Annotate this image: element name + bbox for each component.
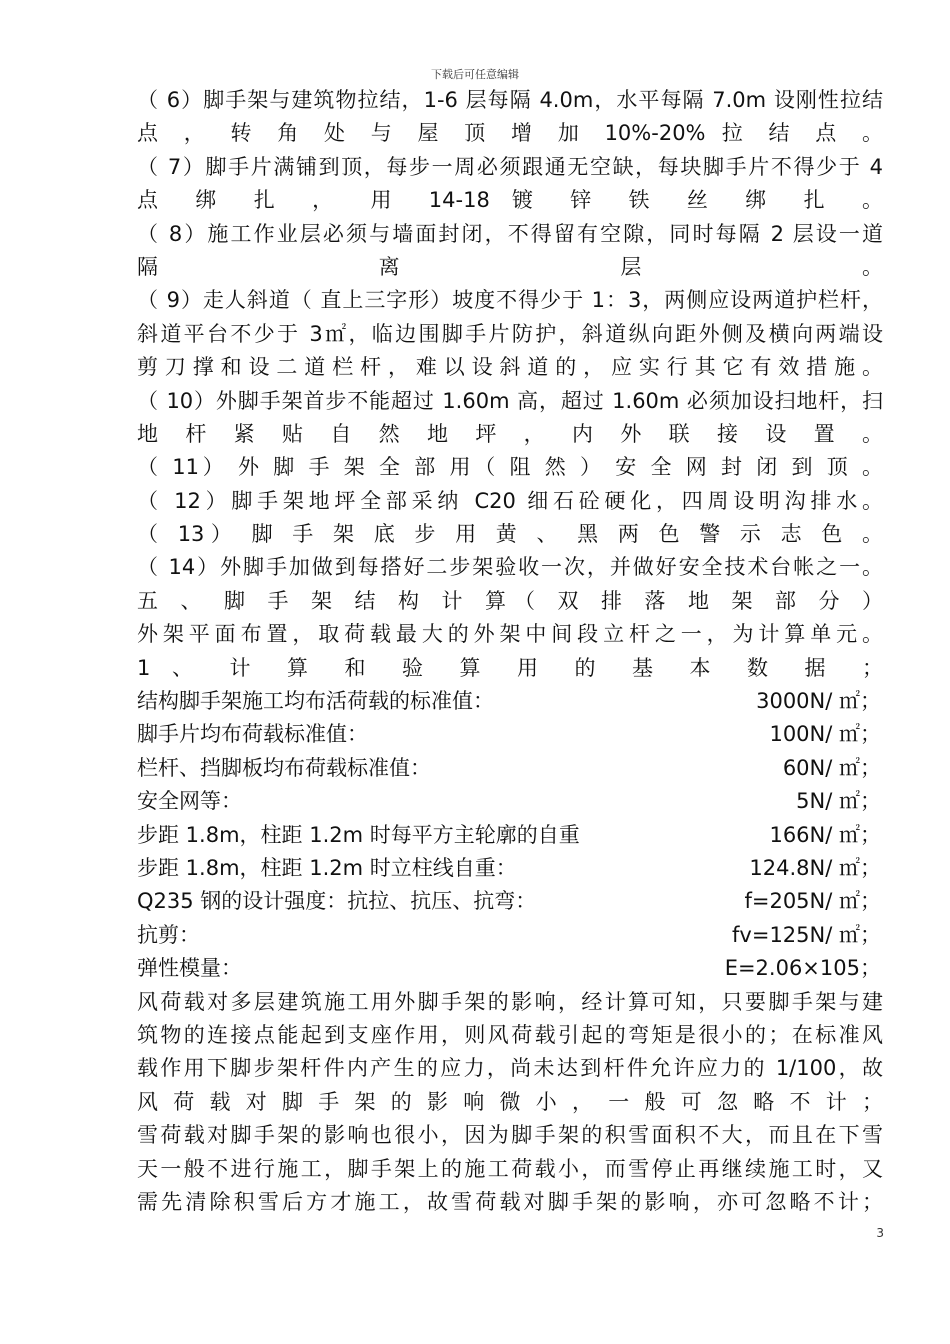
- param-row: [137, 752, 883, 785]
- text-line: （ 11） 外 脚 手 架 全 部 用（ 阻 然 ） 安 全 网 封 闭 到 顶 。: [137, 455, 883, 480]
- text-line: （ 6）脚手架与建筑物拉结，1-6 层每隔 4.0m，水平每隔 7.0m 设刚性拉结: [137, 88, 883, 112]
- param-value: 60N/ ㎡；: [782, 755, 881, 780]
- document-body: [137, 84, 883, 1219]
- param-label: 步距 1.8m，柱距 1.2m 时每平方主轮廓的自重: [137, 822, 580, 847]
- param-label: 抗剪：: [137, 922, 200, 947]
- text-line: （ 12）脚手架地坪全部采纳 C20 细石砼硬化，四周设明沟排水。: [137, 488, 883, 513]
- param-label: 结构脚手架施工均布活荷载的标准值：: [137, 689, 494, 714]
- param-value: fv=125N/ ㎡；: [732, 922, 881, 947]
- param-value: 100N/ ㎡；: [769, 722, 881, 747]
- text-line: 筑物的连接点能起到支座作用，则风荷载引起的弯矩是很小的；在标准风: [137, 1022, 883, 1047]
- text-line: 隔 离 层 。: [137, 254, 883, 279]
- param-label: 脚手片均布荷载标准值：: [137, 722, 368, 747]
- subsection-heading: 1 、 计 算 和 验 算 用 的 基 本 数 据 ；: [137, 655, 883, 680]
- text-line: （ 7）脚手片满铺到顶，每步一周必须跟通无空缺，每块脚手片不得少于 4: [137, 154, 883, 179]
- param-value: E=2.06×105；: [724, 956, 881, 981]
- header-note: 下载后可任意编辑: [431, 68, 519, 81]
- param-row: [137, 952, 883, 985]
- param-row: [137, 852, 883, 885]
- param-row: [137, 919, 883, 952]
- param-label: 步距 1.8m，柱距 1.2m 时立柱线自重：: [137, 855, 517, 880]
- text-line: （ 13） 脚 手 架 底 步 用 黄 、 黑 两 色 警 示 志 色 。: [137, 522, 883, 547]
- text-line: 风荷载对多层建筑施工用外脚手架的影响，经计算可知，只要脚手架与建: [137, 989, 883, 1014]
- param-label: 弹性模量：: [137, 956, 242, 981]
- text-line: （ 9）走人斜道（ 直上三字形）坡度不得少于 1：3，两侧应设两道护栏杆，: [137, 288, 883, 313]
- text-line: （ 14）外脚手加做到每搭好二步架验收一次，并做好安全技术台帐之一。: [137, 555, 883, 580]
- text-line: 地 杆 紧 贴 自 然 地 坪 ， 内 外 联 接 设 置 。: [137, 421, 883, 446]
- text-line: 需先清除积雪后方才施工，故雪荷载对脚手架的影响，亦可忽略不计；: [137, 1189, 883, 1214]
- text-line: 雪荷载对脚手架的影响也很小，因为脚手架的积雪面积不大，而且在下雪: [137, 1123, 883, 1148]
- param-label: Q235 钢的设计强度：抗拉、抗压、抗弯：: [137, 889, 537, 914]
- param-value: f=205N/ ㎡；: [744, 889, 881, 914]
- text-line: 风 荷 载 对 脚 手 架 的 影 响 微 小 ， 一 般 可 忽 略 不 计 ；: [137, 1089, 883, 1114]
- section-heading: 五 、 脚 手 架 结 构 计 算（ 双 排 落 地 架 部 分 ）: [137, 588, 883, 613]
- param-row: [137, 685, 883, 718]
- text-line: 外架平面布置，取荷载最大的外架中间段立杆之一，为计算单元。: [137, 622, 883, 647]
- text-line: 点 绑 扎 ， 用 14-18 镀 锌 铁 丝 绑 扎 。: [137, 188, 883, 213]
- text-line: 载作用下脚步架杆件内产生的应力，尚未达到杆件允许应力的 1/100，故: [137, 1056, 883, 1081]
- text-line: 点 ， 转 角 处 与 屋 顶 增 加 10%-20% 拉 结 点 。: [137, 121, 883, 146]
- param-row: [137, 819, 883, 852]
- text-line: 剪刀撑和设二道栏杆，难以设斜道的，应实行其它有效措施。: [137, 355, 883, 380]
- param-row: [137, 885, 883, 918]
- param-value: 124.8N/ ㎡；: [749, 855, 881, 880]
- param-row: [137, 785, 883, 818]
- param-value: 5N/ ㎡；: [796, 789, 881, 814]
- param-label: 栏杆、挡脚板均布荷载标准值：: [137, 755, 431, 780]
- text-line: 斜道平台不少于 3㎡，临边围脚手片防护，斜道纵向距外侧及横向两端设: [137, 321, 883, 346]
- text-line: 天一般不进行施工，脚手架上的施工荷载小，而雪停止再继续施工时，又: [137, 1156, 883, 1181]
- page-number: 3: [876, 1226, 884, 1240]
- param-row: [137, 718, 883, 751]
- param-value: 3000N/ ㎡；: [756, 689, 881, 714]
- text-line: （ 8）施工作业层必须与墙面封闭，不得留有空隙，同时每隔 2 层设一道: [137, 221, 883, 246]
- param-value: 166N/ ㎡；: [769, 822, 881, 847]
- param-label: 安全网等：: [137, 789, 242, 814]
- text-line: （ 10）外脚手架首步不能超过 1.60m 高，超过 1.60m 必须加设扫地杆，扫: [137, 388, 883, 413]
